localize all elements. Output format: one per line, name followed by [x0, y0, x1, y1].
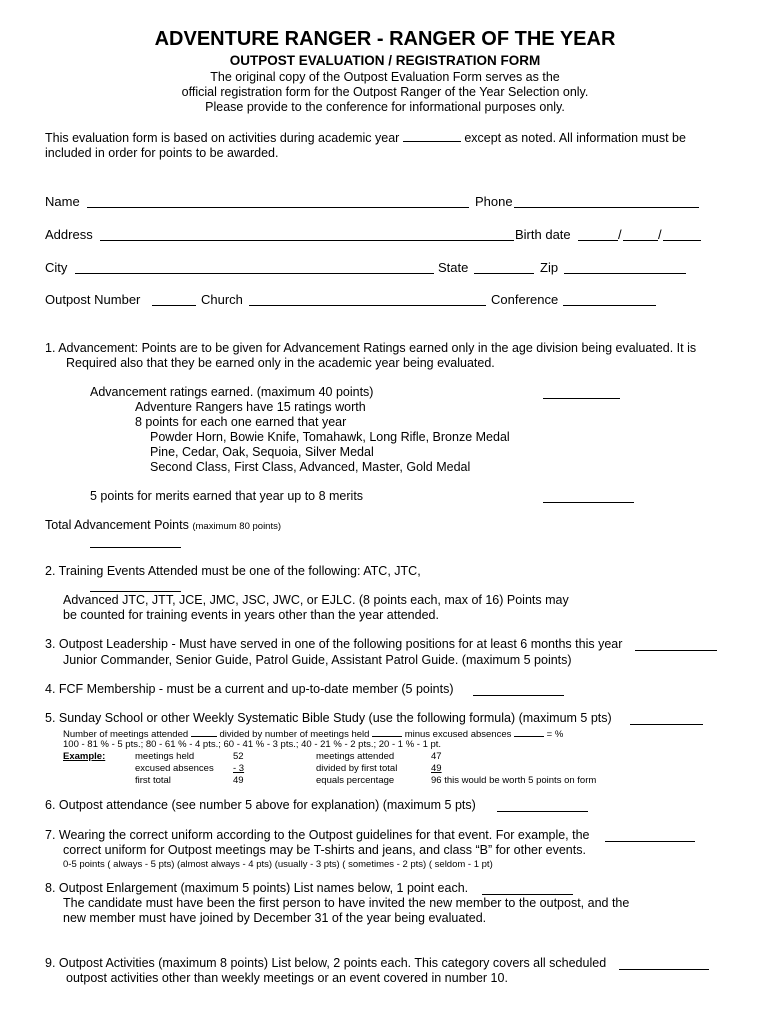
- ratings-line-e: Second Class, First Class, Advanced, Master, Gold Medal: [150, 460, 471, 474]
- example-row: [135, 763, 596, 775]
- church-label: Church: [201, 292, 243, 307]
- leadership-points-blank[interactable]: [635, 650, 717, 651]
- example-cell: equals percentage: [316, 775, 395, 786]
- header-note-2: official registration form for the Outpost Ranger of the Year Selection only.: [181, 85, 589, 99]
- example-cell: first total: [135, 775, 171, 786]
- ratings-line-a: Adventure Rangers have 15 ratings worth: [135, 400, 366, 414]
- uniform-points-blank[interactable]: [605, 841, 695, 842]
- formula-held: divided by number of meetings held: [219, 729, 370, 740]
- merits-line: 5 points for merits earned that year up to 8 merits: [90, 489, 364, 503]
- header-note-3: Please provide to the conference for informational purposes only.: [205, 100, 565, 114]
- s8-line-2: The candidate must have been the first person to have invited the new member to the outpost, and the: [63, 896, 630, 910]
- bible-study-points-blank[interactable]: [630, 724, 703, 725]
- total-advancement-blank[interactable]: [90, 547, 181, 548]
- total-advancement-label: Total Advancement Points: [45, 518, 189, 532]
- state-blank[interactable]: [474, 273, 534, 274]
- s7-line-3: 0-5 points ( always - 5 pts) (almost always - 4 pts) (usually - 3 pts) ( sometimes - 2 pts) ( seldom - 1 pt): [63, 859, 493, 870]
- s7-line-1: 7. Wearing the correct uniform according to the Outpost guidelines for that event. For example, the: [45, 828, 590, 842]
- birth-slash-2: /: [658, 227, 662, 242]
- ratings-line-b: 8 points for each one earned that year: [135, 415, 347, 429]
- formula-held-blank[interactable]: [372, 727, 402, 737]
- example-cell: meetings attended: [316, 751, 395, 762]
- example-row: [135, 751, 596, 763]
- intro-text-b: except as noted. All information must be: [464, 131, 686, 145]
- s2-line-1: 2. Training Events Attended must be one of the following: ATC, JTC,: [45, 564, 421, 578]
- birth-year-blank[interactable]: [663, 240, 701, 241]
- s3-line-1: 3. Outpost Leadership - Must have served in one of the following positions for at least 6 months this year: [45, 637, 623, 651]
- example-label: Example:: [63, 751, 106, 762]
- birth-month-blank[interactable]: [578, 240, 618, 241]
- zip-blank[interactable]: [564, 273, 686, 274]
- example-cell: 96 this would be worth 5 points on form: [431, 775, 597, 786]
- ratings-heading: Advancement ratings earned. (maximum 40 points): [90, 385, 374, 399]
- example-cell: meetings held: [135, 751, 195, 762]
- phone-blank[interactable]: [514, 207, 699, 208]
- activities-points-blank[interactable]: [619, 969, 709, 970]
- s2-line-2: Advanced JTC, JTT, JCE, JMC, JSC, JWC, or EJLC. (8 points each, max of 16) Points may: [63, 593, 569, 607]
- s4-line-1: 4. FCF Membership - must be a current and up-to-date member (5 points): [45, 682, 454, 696]
- s5-scale: 100 - 81 % - 5 pts.; 80 - 61 % - 4 pts.; 60 - 41 % - 3 pts.; 40 - 21 % - 2 pts.; 20 - 1 % - 1 pt.: [63, 739, 442, 750]
- enlargement-points-blank[interactable]: [482, 894, 573, 895]
- training-points-blank[interactable]: [90, 591, 181, 592]
- outpost-number-blank[interactable]: [152, 305, 196, 306]
- s3-line-2: Junior Commander, Senior Guide, Patrol Guide, Assistant Patrol Guide. (maximum 5 points): [63, 653, 572, 667]
- formula-attended-blank[interactable]: [191, 727, 217, 737]
- conference-label: Conference: [491, 292, 559, 307]
- header-note-1: The original copy of the Outpost Evaluation Form serves as the: [210, 70, 560, 84]
- example-cell: - 3: [233, 763, 245, 774]
- conference-blank[interactable]: [563, 305, 656, 306]
- merits-points-blank[interactable]: [543, 502, 634, 503]
- intro-line-2: included in order for points to be awarded.: [45, 146, 279, 160]
- total-advancement: [45, 518, 281, 532]
- phone-label: Phone: [475, 194, 513, 209]
- name-blank[interactable]: [87, 207, 469, 208]
- attendance-points-blank[interactable]: [497, 811, 588, 812]
- state-label: State: [438, 260, 469, 275]
- example-row: [135, 775, 596, 787]
- church-blank[interactable]: [249, 305, 486, 306]
- s5-line-1: 5. Sunday School or other Weekly Systematic Bible Study (use the following formula) (maximum 5 pts): [45, 711, 612, 725]
- example-cell: 49: [431, 763, 442, 774]
- form-title: ADVENTURE RANGER - RANGER OF THE YEAR: [154, 28, 616, 50]
- formula-attended: Number of meetings attended: [63, 729, 189, 740]
- address-blank[interactable]: [100, 240, 514, 241]
- fcf-points-blank[interactable]: [473, 695, 564, 696]
- intro-text-a: This evaluation form is based on activities during academic year: [45, 131, 400, 145]
- intro-line-1: [45, 130, 686, 145]
- example-cell: 52: [233, 751, 244, 762]
- city-blank[interactable]: [75, 273, 434, 274]
- s6-line-1: 6. Outpost attendance (see number 5 above for explanation) (maximum 5 pts): [45, 798, 476, 812]
- zip-label: Zip: [540, 260, 559, 275]
- outpost-number-label: Outpost Number: [45, 292, 141, 307]
- birth-date-label: Birth date: [515, 227, 571, 242]
- s9-line-1: 9. Outpost Activities (maximum 8 points) List below, 2 points each. This category covers all scheduled: [45, 956, 607, 970]
- address-label: Address: [45, 227, 93, 242]
- total-advancement-max: (maximum 80 points): [192, 521, 282, 532]
- city-label: City: [45, 260, 68, 275]
- birth-day-blank[interactable]: [623, 240, 658, 241]
- name-label: Name: [45, 194, 80, 209]
- s9-line-2: outpost activities other than weekly meetings or an event covered in number 10.: [66, 971, 508, 985]
- ratings-line-d: Pine, Cedar, Oak, Sequoia, Silver Medal: [150, 445, 374, 459]
- example-cell: excused absences: [135, 763, 214, 774]
- formula-excused-blank[interactable]: [514, 727, 544, 737]
- formula-excused: minus excused absences: [404, 729, 512, 740]
- s8-line-3: new member must have joined by December 31 of the year being evaluated.: [63, 911, 487, 925]
- s1-line-1: 1. Advancement: Points are to be given for Advancement Ratings earned only in the age division being evaluated. It is: [45, 341, 697, 355]
- birth-slash-1: /: [618, 227, 622, 242]
- s8-line-1: 8. Outpost Enlargement (maximum 5 points) List names below, 1 point each.: [45, 881, 469, 895]
- s2-line-3: be counted for training events in years other than the year attended.: [63, 608, 439, 622]
- form-subtitle: OUTPOST EVALUATION / REGISTRATION FORM: [229, 53, 541, 68]
- s1-line-2: Required also that they be earned only in the academic year being evaluated.: [66, 356, 495, 370]
- formula-equals: = %: [546, 729, 564, 740]
- ratings-points-blank[interactable]: [543, 398, 620, 399]
- academic-year-blank[interactable]: [403, 130, 461, 142]
- example-cell: 49: [233, 775, 244, 786]
- ratings-line-c: Powder Horn, Bowie Knife, Tomahawk, Long Rifle, Bronze Medal: [150, 430, 510, 444]
- example-table: [135, 751, 596, 787]
- s7-line-2: correct uniform for Outpost meetings may be T-shirts and jeans, and class “B” for other events.: [63, 843, 586, 857]
- example-cell: 47: [431, 751, 442, 762]
- example-cell: divided by first total: [316, 763, 398, 774]
